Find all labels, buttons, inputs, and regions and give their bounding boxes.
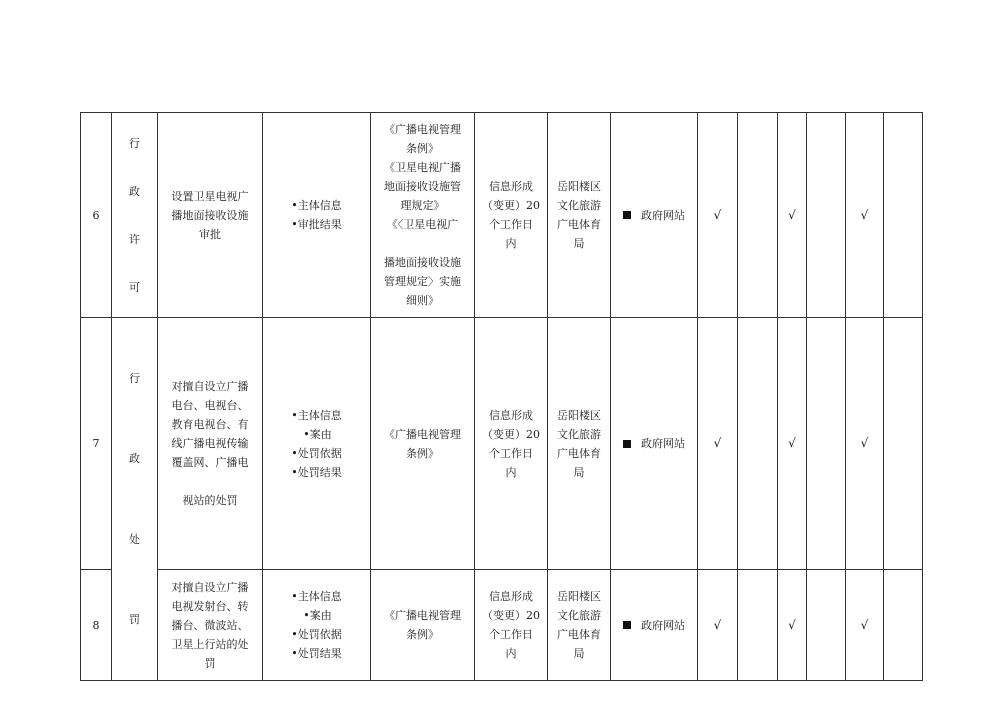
channel-cell: 政府网站	[611, 113, 698, 318]
item-cell: 设置卫星电视广 播地面接收设施 审批	[158, 113, 263, 318]
subject-cell: 岳阳楼区 文化旅游 广电体育 局	[548, 570, 611, 681]
category-cell: 行 政 处 罚	[112, 318, 158, 681]
item-cell: 对擅自设立广播 电台、电视台、 教育电视台、有 线广播电视传输 覆盖网、广播电 视站的处罚	[158, 318, 263, 570]
table-row	[81, 113, 923, 318]
check-cell	[884, 318, 923, 570]
channel-cell: 政府网站	[611, 318, 698, 570]
basis-cell: 《广播电视管理 条例》	[371, 570, 475, 681]
row-number: 6	[81, 113, 112, 318]
row-number: 8	[81, 570, 112, 681]
basis-cell: 《广播电视管理 条例》 《卫星电视广播 地面接收设施管 理规定》 《〈卫星电视广 播地面接收设施 管理规定〉实施 细则》	[371, 113, 475, 318]
content-cell: •主体信息 •案由 •处罚依据 •处罚结果	[263, 570, 371, 681]
square-bullet-icon	[623, 621, 631, 629]
check-cell	[738, 570, 778, 681]
check-cell	[884, 113, 923, 318]
check-cell	[738, 318, 778, 570]
table-row	[81, 570, 923, 681]
check-cell: √	[778, 318, 807, 570]
time-limit-cell: 信息形成 （变更）20 个工作日 内	[475, 318, 548, 570]
time-limit-cell: 信息形成 （变更）20 个工作日 内	[475, 113, 548, 318]
check-cell	[884, 570, 923, 681]
category-cell: 行 政 许 可	[112, 113, 158, 318]
square-bullet-icon	[623, 211, 631, 219]
disclosure-table	[80, 112, 923, 681]
check-cell: √	[778, 113, 807, 318]
subject-cell: 岳阳楼区 文化旅游 广电体育 局	[548, 113, 611, 318]
row-number: 7	[81, 318, 112, 570]
check-cell	[807, 113, 846, 318]
check-cell: √	[698, 570, 738, 681]
content-cell: •主体信息 •案由 •处罚依据 •处罚结果	[263, 318, 371, 570]
check-cell	[738, 113, 778, 318]
subject-cell: 岳阳楼区 文化旅游 广电体育 局	[548, 318, 611, 570]
check-cell	[807, 570, 846, 681]
check-cell	[807, 318, 846, 570]
check-cell: √	[778, 570, 807, 681]
check-cell: √	[698, 318, 738, 570]
item-cell: 对擅自设立广播 电视发射台、转 播台、微波站、 卫星上行站的处 罚	[158, 570, 263, 681]
check-cell: √	[846, 570, 884, 681]
basis-cell: 《广播电视管理 条例》	[371, 318, 475, 570]
time-limit-cell: 信息形成 （变更）20 个工作日 内	[475, 570, 548, 681]
channel-cell: 政府网站	[611, 570, 698, 681]
content-cell: •主体信息 •审批结果	[263, 113, 371, 318]
check-cell: √	[846, 113, 884, 318]
table-row	[81, 318, 923, 570]
check-cell: √	[846, 318, 884, 570]
check-cell: √	[698, 113, 738, 318]
square-bullet-icon	[623, 440, 631, 448]
